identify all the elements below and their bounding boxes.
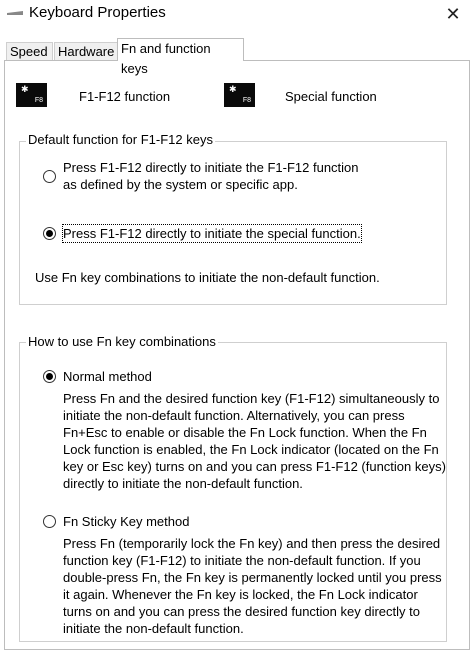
sticky-desc-line: it again. Whenever the Fn key is locked, the Fn Lock indicator (63, 587, 418, 602)
close-icon[interactable]: ✕ (445, 4, 461, 24)
key-cap-label: F8 (242, 97, 251, 104)
radio-normal-method[interactable] (43, 370, 56, 383)
radio-special-function[interactable] (43, 227, 56, 240)
radio-selected-dot (46, 373, 53, 380)
tab-hardware[interactable]: Hardware (54, 42, 118, 60)
option-f1f12-line1[interactable]: Press F1-F12 directly to initiate the F1-F12 function (63, 160, 359, 175)
radio-f1f12-function[interactable] (43, 170, 56, 183)
f8-special-key-icon (224, 83, 255, 107)
key-symbol-icon: ✱ (21, 84, 29, 94)
tab-bar (0, 38, 474, 76)
radio-selected-dot (46, 230, 53, 237)
f1-f12-function-label: F1-F12 function (79, 89, 171, 104)
title-bar (0, 0, 474, 30)
sticky-desc-line: initiate the non-default function. (63, 621, 244, 636)
fn-combinations-legend: How to use Fn key combinations (28, 334, 216, 349)
normal-desc-line: Press Fn and the desired function key (F1-F12) simultaneously to (63, 391, 440, 406)
sticky-desc-line: Press Fn (temporarily lock the Fn key) and then press the desired (63, 536, 441, 551)
normal-desc-line: key or Esc key) turns on and you can press F1-F12 (function keys) (63, 459, 446, 474)
sticky-desc-line: function key (F1-F12) to initiate the non-default function. If you (63, 553, 421, 568)
tab-speed[interactable]: Speed (6, 42, 53, 60)
normal-desc-line: Lock function is enabled, the Fn Lock indicator (located on the Fn (63, 442, 439, 457)
tab-fn-and-function-keys[interactable]: Fn and function keys (117, 38, 244, 61)
default-function-legend: Default function for F1-F12 keys (28, 132, 213, 147)
key-symbol-icon: ✱ (229, 84, 237, 94)
sticky-key-method-label[interactable]: Fn Sticky Key method (63, 514, 190, 529)
normal-method-label[interactable]: Normal method (63, 369, 152, 384)
f8-key-icon (16, 83, 47, 107)
option-special-function[interactable]: Press F1-F12 directly to initiate the special function. (63, 226, 361, 241)
normal-desc-line: Fn+Esc to enable or disable the Fn Lock function. When the Fn (63, 425, 427, 440)
keyboard-icon (6, 9, 24, 17)
default-function-note: Use Fn key combinations to initiate the non-default function. (35, 270, 380, 285)
window-title: Keyboard Properties (29, 4, 166, 21)
normal-desc-line: directly to initiate the non-default function. (63, 476, 303, 491)
key-cap-label: F8 (34, 97, 43, 104)
sticky-desc-line: double-press Fn, the Fn key is permanently locked until you press (63, 570, 442, 585)
radio-sticky-key-method[interactable] (43, 515, 56, 528)
normal-desc-line: initiate the non-default function. Alternatively, you can press (63, 408, 405, 423)
option-f1f12-line2[interactable]: as defined by the system or specific app. (63, 177, 298, 192)
special-function-label: Special function (285, 89, 377, 104)
sticky-desc-line: turns on and you can press the desired function key directly to (63, 604, 420, 619)
